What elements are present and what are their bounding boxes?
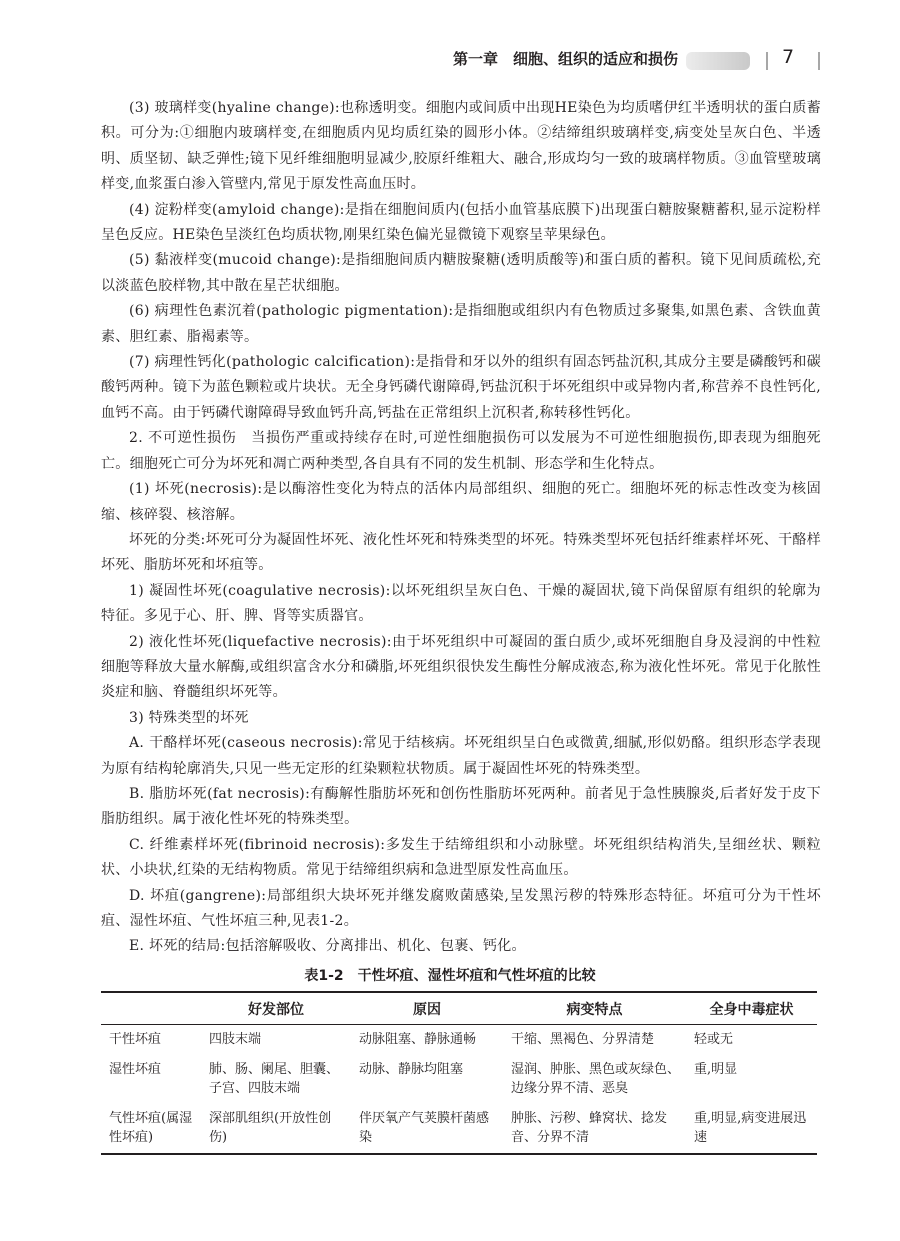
table-header-cell xyxy=(101,992,201,1025)
table-cell: 干性坏疽 xyxy=(109,1032,162,1047)
table-cell: 肿胀、污秽、蜂窝状、捻发音、分界不清 xyxy=(503,1104,686,1154)
body-text xyxy=(101,96,821,960)
paragraph: (4) 淀粉样变(amyloid change):是指在细胞间质内(包括小血管基底膜下)出现蛋白糖胺聚糖蓄积,显示淀粉样呈色反应。HE染色呈淡红色均质状物,刚果红染色偏光显微镜下观察呈苹果绿色。 xyxy=(101,201,821,244)
paragraph: (5) 黏液样变(mucoid change):是指细胞间质内糖胺聚糖(透明质酸等)和蛋白质的蓄积。镜下见间质疏松,充以淡蓝色胶样物,其中散在星芒状细胞。 xyxy=(101,252,821,294)
table-cell: 动脉、静脉均阻塞 xyxy=(359,1062,464,1077)
paragraph: B. 脂肪坏死(fat necrosis):有酶解性脂肪坏死和创伤性脂肪坏死两种。前者见于急性胰腺炎,后者好发于皮下脂肪组织。属于液化性坏死的特殊类型。 xyxy=(101,785,821,828)
page-number: 7 xyxy=(782,46,795,68)
table-cell: 动脉阻塞、静脉通畅 xyxy=(359,1032,477,1047)
page-header xyxy=(0,46,900,76)
paragraph: 坏死的分类:坏死可分为凝固性坏死、液化性坏死和特殊类型的坏死。特殊类型坏死包括纤维素样坏死、干酪样坏死、脂肪坏死和坏疽等。 xyxy=(101,531,821,574)
paragraph: 1) 凝固性坏死(coagulative necrosis):以坏死组织呈灰白色、干燥的凝固状,镜下尚保留原有组织的轮廓为特征。多见于心、肝、脾、肾等实质器官。 xyxy=(101,582,821,625)
header-divider xyxy=(766,52,768,70)
table-cell: 深部肌组织(开放性创伤) xyxy=(201,1104,351,1154)
paragraph: E. 坏死的结局:包括溶解吸收、分离排出、机化、包裹、钙化。 xyxy=(129,938,526,955)
table-cell: 肺、肠、阑尾、胆囊、子宫、四肢末端 xyxy=(209,1062,340,1096)
table-header-cell: 病变特点 xyxy=(503,992,686,1025)
table-cell: 气性坏疽(属湿性坏疽) xyxy=(101,1104,201,1154)
table-cell: 伴厌氧产气荚膜杆菌感染 xyxy=(351,1104,503,1154)
paragraph: (6) 病理性色素沉着(pathologic pigmentation):是指细胞或组织内有色物质过多聚集,如黑色素、含铁血黄素、胆红素、脂褐素等。 xyxy=(101,303,821,345)
table-header-cell: 好发部位 xyxy=(201,992,351,1025)
paragraph: (1) 坏死(necrosis):是以酶溶性变化为特点的活体内局部组织、细胞的死亡。细胞坏死的标志性改变为核固缩、核碎裂、核溶解。 xyxy=(101,481,821,523)
table-cell: 湿性坏疽 xyxy=(109,1062,162,1077)
paragraph: A. 干酪样坏死(caseous necrosis):常见于结核病。坏死组织呈白色或微黄,细腻,形似奶酪。组织形态学表现为原有结构轮廓消失,只见一些无定形的红染颗粒状物质。属于凝固性坏死的特殊类型。 xyxy=(101,735,821,777)
table-header-cell: 全身中毒症状 xyxy=(686,992,817,1025)
paragraph: C. 纤维素样坏死(fibrinoid necrosis):多发生于结缔组织和小动脉壁。坏死组织结构消失,呈细丝状、颗粒状、小块状,红染的无结构物质。常见于结缔组织病和急进型原发性高血压。 xyxy=(101,836,821,879)
table-cell: 干缩、黑褐色、分界清楚 xyxy=(511,1032,655,1047)
table-header-row xyxy=(101,992,817,1025)
table-row xyxy=(101,1055,817,1104)
paragraph: (3) 玻璃样变(hyaline change):也称透明变。细胞内或间质中出现HE染色为均质嗜伊红半透明状的蛋白质蓄积。可分为:①细胞内玻璃样变,在细胞质内见均质红染的圆形小体。②结缔组织玻璃样变,病变处呈灰白色、半透明、质坚韧、缺乏弹性;镜下见纤维细胞明显减少,胶原纤维粗大、融合,形成均匀一致的玻璃样物质。③血管壁玻璃样变,血浆蛋白渗入管壁内,常见于原发性高血压时。 xyxy=(101,100,821,193)
paragraph: 3) 特殊类型的坏死 xyxy=(129,709,249,726)
table-cell: 四肢末端 xyxy=(209,1032,262,1047)
comparison-table xyxy=(101,991,817,1155)
paragraph: (7) 病理性钙化(pathologic calcification):是指骨和牙以外的组织有固态钙盐沉积,其成分主要是磷酸钙和碳酸钙两种。镜下为蓝色颗粒或片块状。无全身钙磷代谢障碍,钙盐沉积于坏死组织中或异物内者,称营养不良性钙化,血钙不高。由于钙磷代谢障碍导致血钙升高,钙盐在正常组织上沉积者,称转移性钙化。 xyxy=(101,354,821,421)
table-row xyxy=(101,1025,817,1056)
table-cell: 重,明显 xyxy=(694,1062,738,1077)
table-row xyxy=(101,1104,817,1154)
paragraph: 2. 不可逆性损伤 当损伤严重或持续存在时,可逆性细胞损伤可以发展为不可逆性细胞损伤,即表现为细胞死亡。细胞死亡可分为坏死和凋亡两种类型,各自具有不同的发生机制、形态学和生化特点。 xyxy=(101,430,821,472)
header-divider xyxy=(818,52,820,70)
table-cell: 湿润、肿胀、黑色或灰绿色、边缘分界不清、恶臭 xyxy=(511,1062,681,1096)
paragraph: D. 坏疽(gangrene):局部组织大块坏死并继发腐败菌感染,呈发黑污秽的特殊形态特征。坏疽可分为干性坏疽、湿性坏疽、气性坏疽三种,见表1-2。 xyxy=(101,887,821,929)
chapter-title: 第一章 细胞、组织的适应和损伤 xyxy=(452,50,678,68)
table-caption: 表1-2 干性坏疽、湿性坏疽和气性坏疽的比较 xyxy=(304,968,596,984)
table-header-cell: 原因 xyxy=(351,992,503,1025)
header-decor-bar xyxy=(686,52,750,70)
table-cell: 轻或无 xyxy=(694,1032,734,1047)
paragraph: 2) 液化性坏死(liquefactive necrosis):由于坏死组织中可凝固的蛋白质少,或坏死细胞自身及浸润的中性粒细胞等释放大量水解酶,或组织富含水分和磷脂,坏死组织很快发生酶性分解成液态,称为液化性坏死。常见于化脓性炎症和脑、脊髓组织坏死等。 xyxy=(101,633,821,701)
table-cell: 重,明显,病变进展迅速 xyxy=(686,1104,817,1154)
